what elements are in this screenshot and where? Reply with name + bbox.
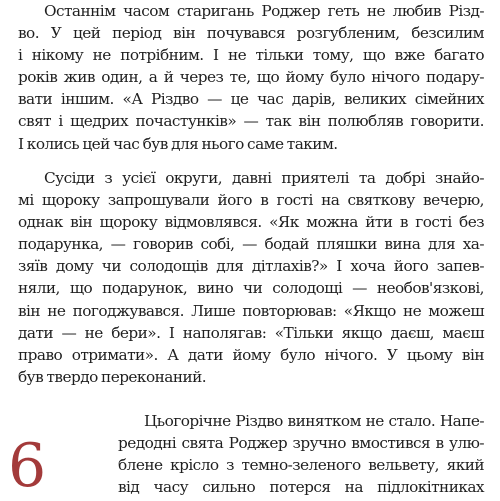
paragraph-1 [18, 0, 484, 155]
text-line: зяїв дому чи солодощів для дітлахів?» І хоча його запев- [18, 257, 484, 276]
text-line: свят і щедрих почастунків» — так він полюбляв говорити. [18, 112, 484, 131]
text-line: від часу сильно потерся на підлокітниках [118, 478, 484, 497]
text-line: Сусіди з усієї округи, давні приятелі та добрі знайо- [44, 169, 484, 187]
text-line: дати — не бери». І наполягав: «Тільки якщо даєш, маєш [18, 323, 484, 342]
text-line: редодні свята Роджер зручно вмостився в улю- [118, 434, 484, 453]
text-line: мі щороку запрошували його в гості на святкову вечерю, [18, 191, 484, 210]
text-line: років жив один, а й через те, що йому було нічого подару- [18, 68, 484, 87]
page-number: 6 [8, 431, 45, 501]
paragraph-3 [118, 410, 484, 498]
text-line: блене крісло з темно-зеленого вельвету, який [118, 456, 484, 475]
text-line: однак він щороку відмовлявся. «Як можна йти в гості без [18, 213, 484, 232]
text-line: во. У цей період він почувався розгубленим, безсилим [18, 24, 484, 43]
text-line: Останнім часом старигань Роджер геть не любив Різд- [44, 2, 484, 20]
paragraph-2 [18, 167, 484, 388]
text-line: і нікому не потрібним. І не тільки тому, що вже багато [18, 46, 484, 65]
text-line: няли, що подарунок, вино чи солодощі — необов'язкові, [18, 279, 484, 298]
text-line: вати іншим. «А Різдво — це час дарів, великих сімейних [18, 90, 484, 109]
text-line: Цьогорічне Різдво винятком не стало. Напе- [144, 412, 484, 430]
text-line: він не погоджувався. Лише повторював: «Якщо не можеш [18, 301, 484, 320]
text-line: І колись цей час був для нього саме таким. [18, 134, 338, 153]
text-line: право отримати». А дати йому було нічого. У цьому він [18, 345, 484, 364]
text-line: подарунка, — говорив собі, — бодай пляшки вина для ха- [18, 235, 484, 254]
text-line: був твердо переконаний. [18, 367, 207, 386]
